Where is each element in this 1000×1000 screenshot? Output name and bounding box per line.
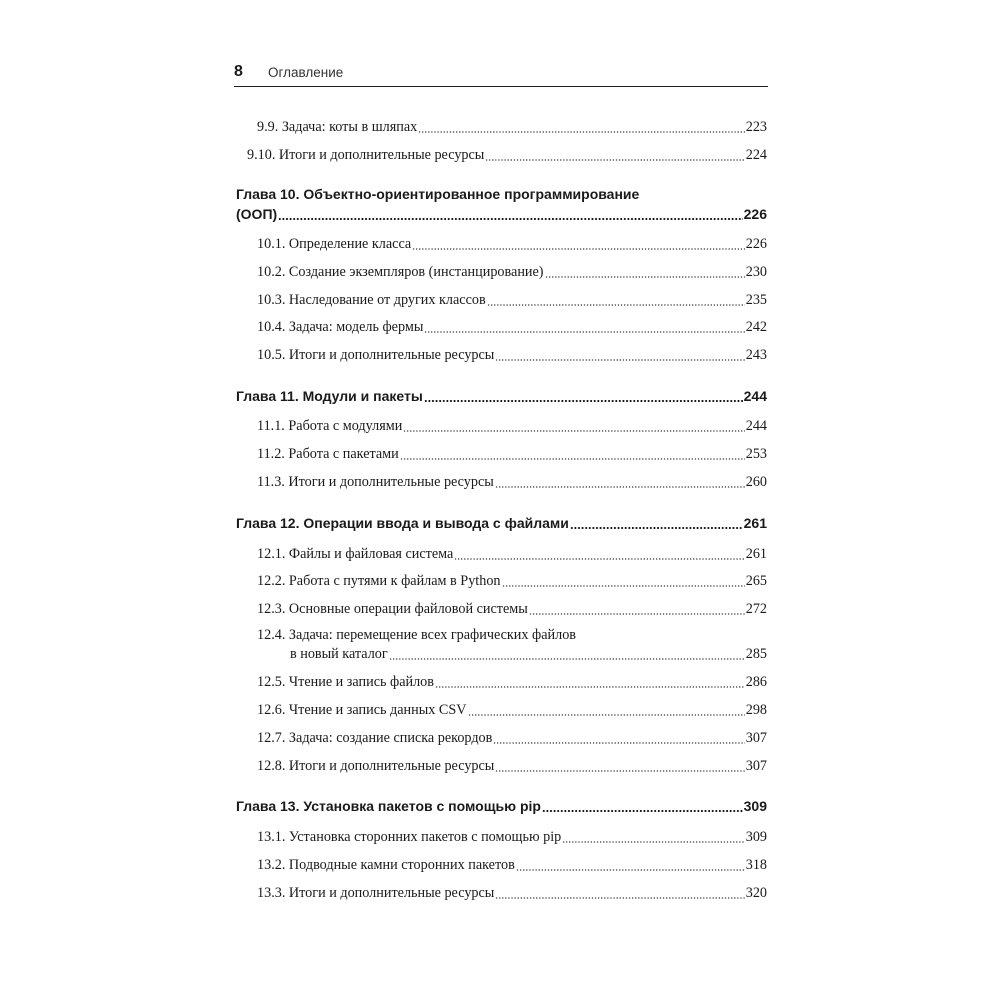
toc-entry-page: 224: [745, 147, 767, 163]
dot-leader: [424, 331, 744, 333]
toc-entry-label: 12.1. Файлы и файловая система: [257, 546, 454, 562]
toc-entry-page: 265: [745, 573, 767, 589]
dot-leader: [495, 897, 744, 899]
dot-leader: [487, 304, 745, 306]
toc-chapter-label: Глава 11. Модули и пакеты: [236, 388, 423, 404]
dot-leader: [403, 430, 744, 432]
toc-chapter-page: 309: [743, 798, 767, 814]
toc-entry-9-10[interactable]: [247, 146, 767, 164]
toc-entry-label: 10.5. Итоги и дополнительные ресурсы: [257, 347, 495, 363]
toc-entry-label: 13.2. Подводные камни сторонних пакетов: [257, 857, 515, 873]
toc-entry-page: 235: [745, 292, 767, 308]
toc-entry-label: 12.8. Итоги и дополнительные ресурсы: [257, 758, 495, 774]
toc-entry-label: 9.9. Задача: коты в шляпах: [257, 119, 418, 135]
dot-leader: [400, 458, 745, 460]
toc-entry-label: 13.1. Установка сторонних пакетов с помощью pip: [257, 829, 562, 845]
toc-entry-12-4-line1[interactable]: 12.4. Задача: перемещение всех графических файлов: [257, 627, 576, 643]
chapter-10-title-line1[interactable]: Глава 10. Объектно-ориентированное программирование: [236, 186, 640, 202]
toc-entry-label: 11.2. Работа с пакетами: [257, 446, 399, 462]
toc-chapter-page: 261: [743, 515, 767, 531]
toc-entry-label: 10.3. Наследование от других классов: [257, 292, 486, 308]
toc-entry-10-5[interactable]: [257, 346, 767, 364]
toc-entry-13-3[interactable]: [257, 884, 767, 902]
toc-entry-page: 223: [745, 119, 767, 135]
dot-leader: [495, 770, 744, 772]
toc-entry-label: 10.2. Создание экземпляров (инстанцирование): [257, 264, 544, 280]
dot-leader: [424, 400, 743, 402]
dot-leader: [516, 869, 745, 871]
dot-leader: [418, 131, 745, 133]
toc-chapter-page: 226: [743, 206, 767, 222]
toc-entry-page: 226: [745, 236, 767, 252]
toc-entry-label: 12.2. Работа с путями к файлам в Python: [257, 573, 501, 589]
dot-leader: [502, 585, 745, 587]
toc-entry-11-1[interactable]: [257, 417, 767, 435]
toc-entry-page: 244: [745, 418, 767, 434]
toc-chapter-label: Глава 13. Установка пакетов с помощью pip: [236, 798, 541, 814]
toc-entry-page: 230: [745, 264, 767, 280]
toc-entry-page: 307: [745, 730, 767, 746]
dot-leader: [389, 658, 745, 660]
toc-entry-11-2[interactable]: [257, 445, 767, 463]
toc-entry-10-1[interactable]: [257, 235, 767, 253]
toc-chapter-12[interactable]: [236, 514, 767, 532]
running-title: Оглавление: [268, 65, 344, 80]
toc-chapter-11[interactable]: [236, 387, 767, 405]
toc-entry-label: в новый каталог: [290, 646, 388, 662]
toc-chapter-page: 244: [743, 388, 767, 404]
dot-leader: [562, 841, 744, 843]
toc-entry-page: 307: [745, 758, 767, 774]
toc-entry-page: 286: [745, 674, 767, 690]
toc-entry-page: 261: [745, 546, 767, 562]
toc-entry-label: 13.3. Итоги и дополнительные ресурсы: [257, 885, 495, 901]
dot-leader: [495, 486, 745, 488]
toc-entry-11-3[interactable]: [257, 473, 767, 491]
toc-entry-page: 260: [745, 474, 767, 490]
toc-entry-12-5[interactable]: [257, 673, 767, 691]
toc-entry-page: 320: [745, 885, 767, 901]
toc-entry-10-2[interactable]: [257, 263, 767, 281]
dot-leader: [495, 359, 744, 361]
toc-entry-label: 12.5. Чтение и запись файлов: [257, 674, 434, 690]
toc-chapter-label: Глава 12. Операции ввода и вывода с файлами: [236, 515, 569, 531]
toc-entry-12-6[interactable]: [257, 701, 767, 719]
toc-entry-9-9[interactable]: [257, 118, 767, 136]
dot-leader: [493, 742, 744, 744]
dot-leader: [412, 248, 744, 250]
toc-entry-13-1[interactable]: [257, 828, 767, 846]
toc-entry-label: 11.1. Работа с модулями: [257, 418, 403, 434]
dot-leader: [454, 558, 744, 560]
toc-entry-12-1[interactable]: [257, 545, 767, 563]
toc-entry-page: 285: [745, 646, 767, 662]
toc-entry-12-7[interactable]: [257, 729, 767, 747]
toc-entry-label: 10.1. Определение класса: [257, 236, 412, 252]
toc-entry-page: 242: [745, 319, 767, 335]
toc-entry-label: 10.4. Задача: модель фермы: [257, 319, 424, 335]
toc-entry-13-2[interactable]: [257, 856, 767, 874]
dot-leader: [529, 613, 745, 615]
toc-entry-page: 272: [745, 601, 767, 617]
toc-entry-label: 12.7. Задача: создание списка рекордов: [257, 730, 493, 746]
dot-leader: [468, 714, 745, 716]
toc-entry-page: 243: [745, 347, 767, 363]
dot-leader: [278, 218, 742, 220]
toc-chapter-10[interactable]: [236, 205, 767, 223]
toc-entry-page: 309: [745, 829, 767, 845]
toc-entry-label: 12.3. Основные операции файловой системы: [257, 601, 528, 617]
toc-entry-10-4[interactable]: [257, 318, 767, 336]
dot-leader: [545, 276, 745, 278]
toc-entry-12-4[interactable]: [290, 645, 767, 663]
toc-entry-12-8[interactable]: [257, 757, 767, 775]
toc-entry-10-3[interactable]: [257, 291, 767, 309]
dot-leader: [435, 686, 745, 688]
toc-entry-page: 253: [745, 446, 767, 462]
toc-entry-page: 298: [745, 702, 767, 718]
dot-leader: [485, 159, 744, 161]
dot-leader: [542, 810, 743, 812]
toc-entry-label: 9.10. Итоги и дополнительные ресурсы: [247, 147, 485, 163]
toc-entry-label: 11.3. Итоги и дополнительные ресурсы: [257, 474, 494, 490]
toc-entry-label: 12.6. Чтение и запись данных CSV: [257, 702, 467, 718]
dot-leader: [570, 527, 743, 529]
page-number: 8: [234, 63, 243, 80]
toc-chapter-label: (ООП): [236, 206, 278, 222]
toc-entry-12-2[interactable]: [257, 572, 767, 590]
toc-entry-page: 318: [745, 857, 767, 873]
toc-entry-12-3[interactable]: [257, 600, 767, 618]
toc-chapter-13[interactable]: [236, 797, 767, 815]
